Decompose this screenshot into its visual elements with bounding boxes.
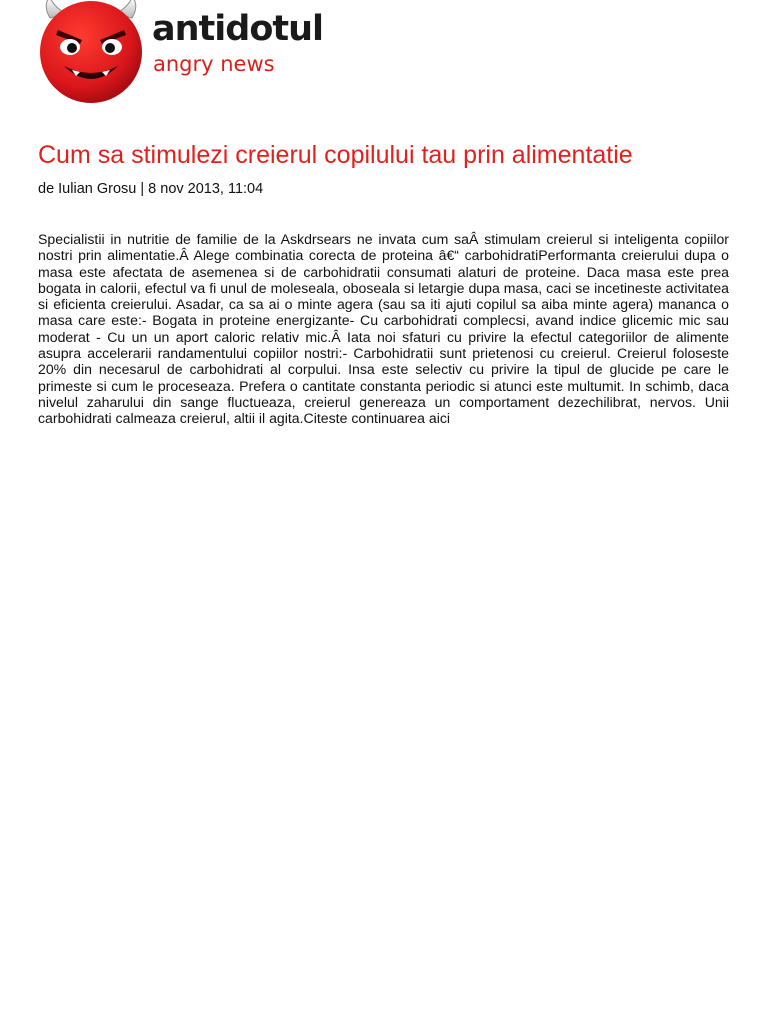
brand-name[interactable]: antidotul [152, 9, 324, 49]
article-title: Cum sa stimulezi creierul copilului tau prin alimentatie [38, 141, 633, 169]
brand-tagline: angry news [153, 52, 275, 76]
article-byline: de Iulian Grosu | 8 nov 2013, 11:04 [38, 181, 264, 197]
article-body: Specialistii in nutritie de familie de la Askdrsears ne invata cum saÂ stimulam creierul si inteligenta copiilor nostri prin alimentatie.Â Alege combinatia corecta de proteina â€“ carbohidratiPerformanta creierului dupa o masa este afectata de asemenea si de carbohidratii consumati alaturi de proteine. Daca masa este prea bogata in calorii, efectul va fi unul de moleseala, oboseala si letargie dupa masa, caci se incetineste activitatea si eficienta creierului. Asadar, ca sa ai o minte agera (sau sa iti ajuti copilul sa aiba minte agera) mananca o masa care este:- Bogata in proteine energizante- Cu carbohidrati complecsi, avand indice glicemic mic sau moderat - Cu un un aport caloric relativ mic.Â Iata noi sfaturi cu privire la efectul categoriilor de alimente asupra accelerarii randamentului copiilor nostri:- Carbohidratii sunt prietenosi cu creierul. Creierul foloseste 20% din necesarul de carbohidrati al corpului. Insa este selectiv cu privire la tipul de glucide pe care le primeste si cum le proceseaza. Prefera o cantitate constanta periodic si atunci este multumit. In schimb, daca nivelul zaharului din sange fluctueaza, creierul genereaza un comportament dezechilibrat, nervos. Unii carbohidrati calmeaza creierul, altii il agita.Citeste continuarea aici [38, 231, 729, 427]
site-header [36, 0, 356, 104]
devil-face-icon[interactable] [36, 0, 146, 104]
